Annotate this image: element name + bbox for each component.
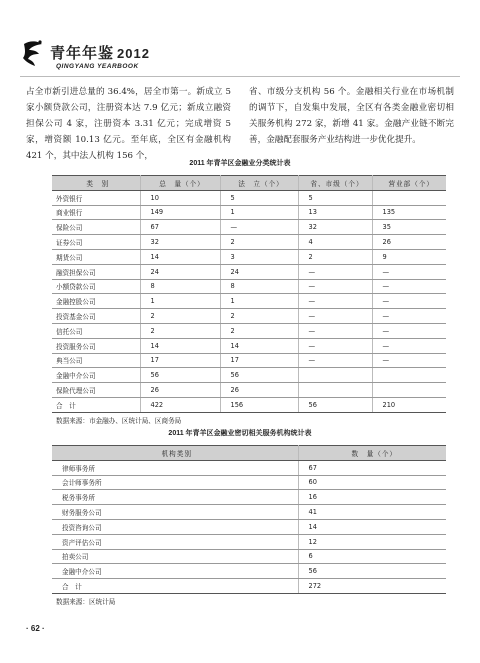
table-row (52, 383, 446, 398)
row-label: 投资服务公司 (52, 338, 140, 353)
yearbook-title-text: 青年年鉴 (50, 44, 115, 62)
row-label: 律师事务所 (52, 460, 298, 475)
table-cell: 67 (298, 460, 446, 475)
total-row (52, 579, 446, 594)
table-row (52, 460, 446, 475)
table-cell: 5 (220, 190, 298, 205)
table-cell: 17 (220, 353, 298, 368)
table-row (52, 323, 446, 338)
table-row (52, 475, 446, 490)
table-cell: — (298, 338, 372, 353)
row-label: 外资银行 (52, 190, 140, 205)
text-column-right (249, 84, 454, 150)
table-cell: 8 (140, 279, 220, 294)
table1-header-cell: 总 量（个） (140, 176, 220, 191)
table-cell: 24 (220, 264, 298, 279)
table2-body (52, 460, 446, 608)
paragraph-left: 占全市新引进总量的 36.4%，居全市第一。新成立 5 家小额贷款公司，注册资本达 7.9 亿元；新成立融资担保公司 4 家，注册资本 3.31 亿元；完成增资 5 家，增资额 10.13 亿元。至年底，全区有金融机构 421 个，其中法人机构 156 个， (26, 87, 231, 161)
table1-header-row (52, 176, 446, 191)
table-row (52, 368, 446, 383)
table-cell: — (372, 309, 446, 324)
table-cell: 3 (220, 249, 298, 264)
table-row (52, 519, 446, 534)
table-cell: 10 (140, 190, 220, 205)
table1-header-cell: 类 别 (52, 176, 140, 191)
table1-header-cell: 省、市级（个） (298, 176, 372, 191)
yearbook-year: 2012 (117, 46, 150, 61)
row-label: 融资担保公司 (52, 264, 140, 279)
table-cell: 2 (140, 323, 220, 338)
table-cell: 2 (220, 309, 298, 324)
table-cell: — (298, 264, 372, 279)
table-cell: 12 (298, 534, 446, 549)
table-cell: 1 (140, 294, 220, 309)
table-cell: 13 (298, 205, 372, 220)
table-cell: — (298, 353, 372, 368)
table1-title: 2011 年青羊区金融业分类统计表 (189, 160, 291, 167)
row-label: 资产评估公司 (52, 534, 298, 549)
row-label: 证券公司 (52, 235, 140, 250)
source-row (52, 412, 446, 427)
row-label: 小额贷款公司 (52, 279, 140, 294)
row-label: 投资基金公司 (52, 309, 140, 324)
table-cell: — (372, 264, 446, 279)
table-cell: — (372, 294, 446, 309)
table2-header-cell: 数 量（个） (298, 446, 446, 461)
row-label: 保险公司 (52, 220, 140, 235)
table-row (52, 205, 446, 220)
table-cell: — (298, 279, 372, 294)
row-label: 商业银行 (52, 205, 140, 220)
text-column-left (26, 84, 231, 161)
table-cell: 2 (220, 235, 298, 250)
calligraphy-logo-icon (20, 38, 46, 68)
table-cell: 1 (220, 294, 298, 309)
table1-header-cell: 营业部（个） (372, 176, 446, 191)
table-cell: 56 (140, 368, 220, 383)
table-row (52, 505, 446, 520)
row-label: 投资咨询公司 (52, 519, 298, 534)
table-row (52, 549, 446, 564)
row-label: 会计师事务所 (52, 475, 298, 490)
row-label: 保险代理公司 (52, 383, 140, 398)
row-label: 金融中介公司 (52, 564, 298, 579)
table-cell: 14 (298, 519, 446, 534)
table-cell: 16 (298, 490, 446, 505)
table-row (52, 309, 446, 324)
table-cell: 32 (298, 220, 372, 235)
total-row (52, 397, 446, 412)
table-cell: 41 (298, 505, 446, 520)
table2-title: 2011 年青羊区金融业密切相关服务机构统计表 (168, 430, 312, 437)
table-cell: 26 (140, 383, 220, 398)
table-cell: 5 (298, 190, 372, 205)
row-label: 期货公司 (52, 249, 140, 264)
total-label: 合 计 (52, 397, 140, 412)
table-cell: 14 (220, 338, 298, 353)
table2-header-row (52, 446, 446, 461)
total-cell: 156 (220, 397, 298, 412)
row-label: 金融中介公司 (52, 368, 140, 383)
total-cell: 422 (140, 397, 220, 412)
table-cell: — (298, 309, 372, 324)
row-label: 财务服务公司 (52, 505, 298, 520)
table-cell: 56 (220, 368, 298, 383)
table-cell: — (372, 338, 446, 353)
table-cell (372, 383, 446, 398)
related-services-table (52, 445, 446, 608)
total-cell: 272 (298, 579, 446, 594)
table-row (52, 534, 446, 549)
table-cell: 8 (220, 279, 298, 294)
table-cell: 32 (140, 235, 220, 250)
table-row (52, 220, 446, 235)
table-cell: 56 (298, 564, 446, 579)
table-row (52, 338, 446, 353)
table-cell: 2 (298, 249, 372, 264)
table-cell: 4 (298, 235, 372, 250)
table-cell (372, 368, 446, 383)
table-cell (298, 383, 372, 398)
finance-category-table (52, 175, 446, 427)
table-cell: 1 (220, 205, 298, 220)
table-row (52, 249, 446, 264)
table-cell: — (372, 323, 446, 338)
yearbook-subtitle: QINGYANG YEARBOOK (56, 63, 139, 70)
table-cell: 6 (298, 549, 446, 564)
table-cell: — (298, 294, 372, 309)
table-cell: 67 (140, 220, 220, 235)
data-source-note: 数据来源：区统计局 (56, 598, 116, 607)
table-cell: 149 (140, 205, 220, 220)
row-label: 信托公司 (52, 323, 140, 338)
row-label: 税务事务所 (52, 490, 298, 505)
table-cell: 26 (372, 235, 446, 250)
header-divider (20, 76, 460, 77)
page-number: · 62 · (26, 624, 45, 633)
table-cell: — (372, 279, 446, 294)
table-cell: 14 (140, 338, 220, 353)
table-row (52, 294, 446, 309)
table-row (52, 564, 446, 579)
table-cell: 26 (220, 383, 298, 398)
table-row (52, 490, 446, 505)
table-cell: 24 (140, 264, 220, 279)
source-row (52, 593, 446, 608)
body-text (26, 84, 454, 161)
row-label: 金融控股公司 (52, 294, 140, 309)
table1-header-cell: 法 立（个） (220, 176, 298, 191)
table-cell: 2 (140, 309, 220, 324)
table-cell: 17 (140, 353, 220, 368)
table-cell: 135 (372, 205, 446, 220)
table-cell: — (298, 323, 372, 338)
table2-header-cell: 机构类别 (52, 446, 298, 461)
table-cell: — (220, 220, 298, 235)
table1-body (52, 190, 446, 427)
total-label: 合 计 (52, 579, 298, 594)
paragraph-right: 省、市级分支机构 56 个。金融相关行业在市场机制的调节下，自发集中发展，全区有各类金融业密切相关服务机构 272 家，新增 41 家。金融产业链不断完善，金融配套服务产业结构进一步优化提升。 (249, 87, 454, 145)
table-cell: 14 (140, 249, 220, 264)
table-cell: 9 (372, 249, 446, 264)
row-label: 典当公司 (52, 353, 140, 368)
table-row (52, 279, 446, 294)
row-label: 拍卖公司 (52, 549, 298, 564)
table-cell (372, 190, 446, 205)
table-row (52, 264, 446, 279)
table-row (52, 353, 446, 368)
table-cell: — (372, 353, 446, 368)
total-cell: 210 (372, 397, 446, 412)
table-row (52, 190, 446, 205)
yearbook-title (50, 42, 150, 63)
table-cell: 35 (372, 220, 446, 235)
total-cell: 56 (298, 397, 372, 412)
table-cell (298, 368, 372, 383)
yearbook-header (20, 36, 160, 80)
table-cell: 60 (298, 475, 446, 490)
table-cell: 2 (220, 323, 298, 338)
data-source-note: 数据来源：市金融办、区统计局、区商务局 (56, 416, 182, 425)
table-row (52, 235, 446, 250)
